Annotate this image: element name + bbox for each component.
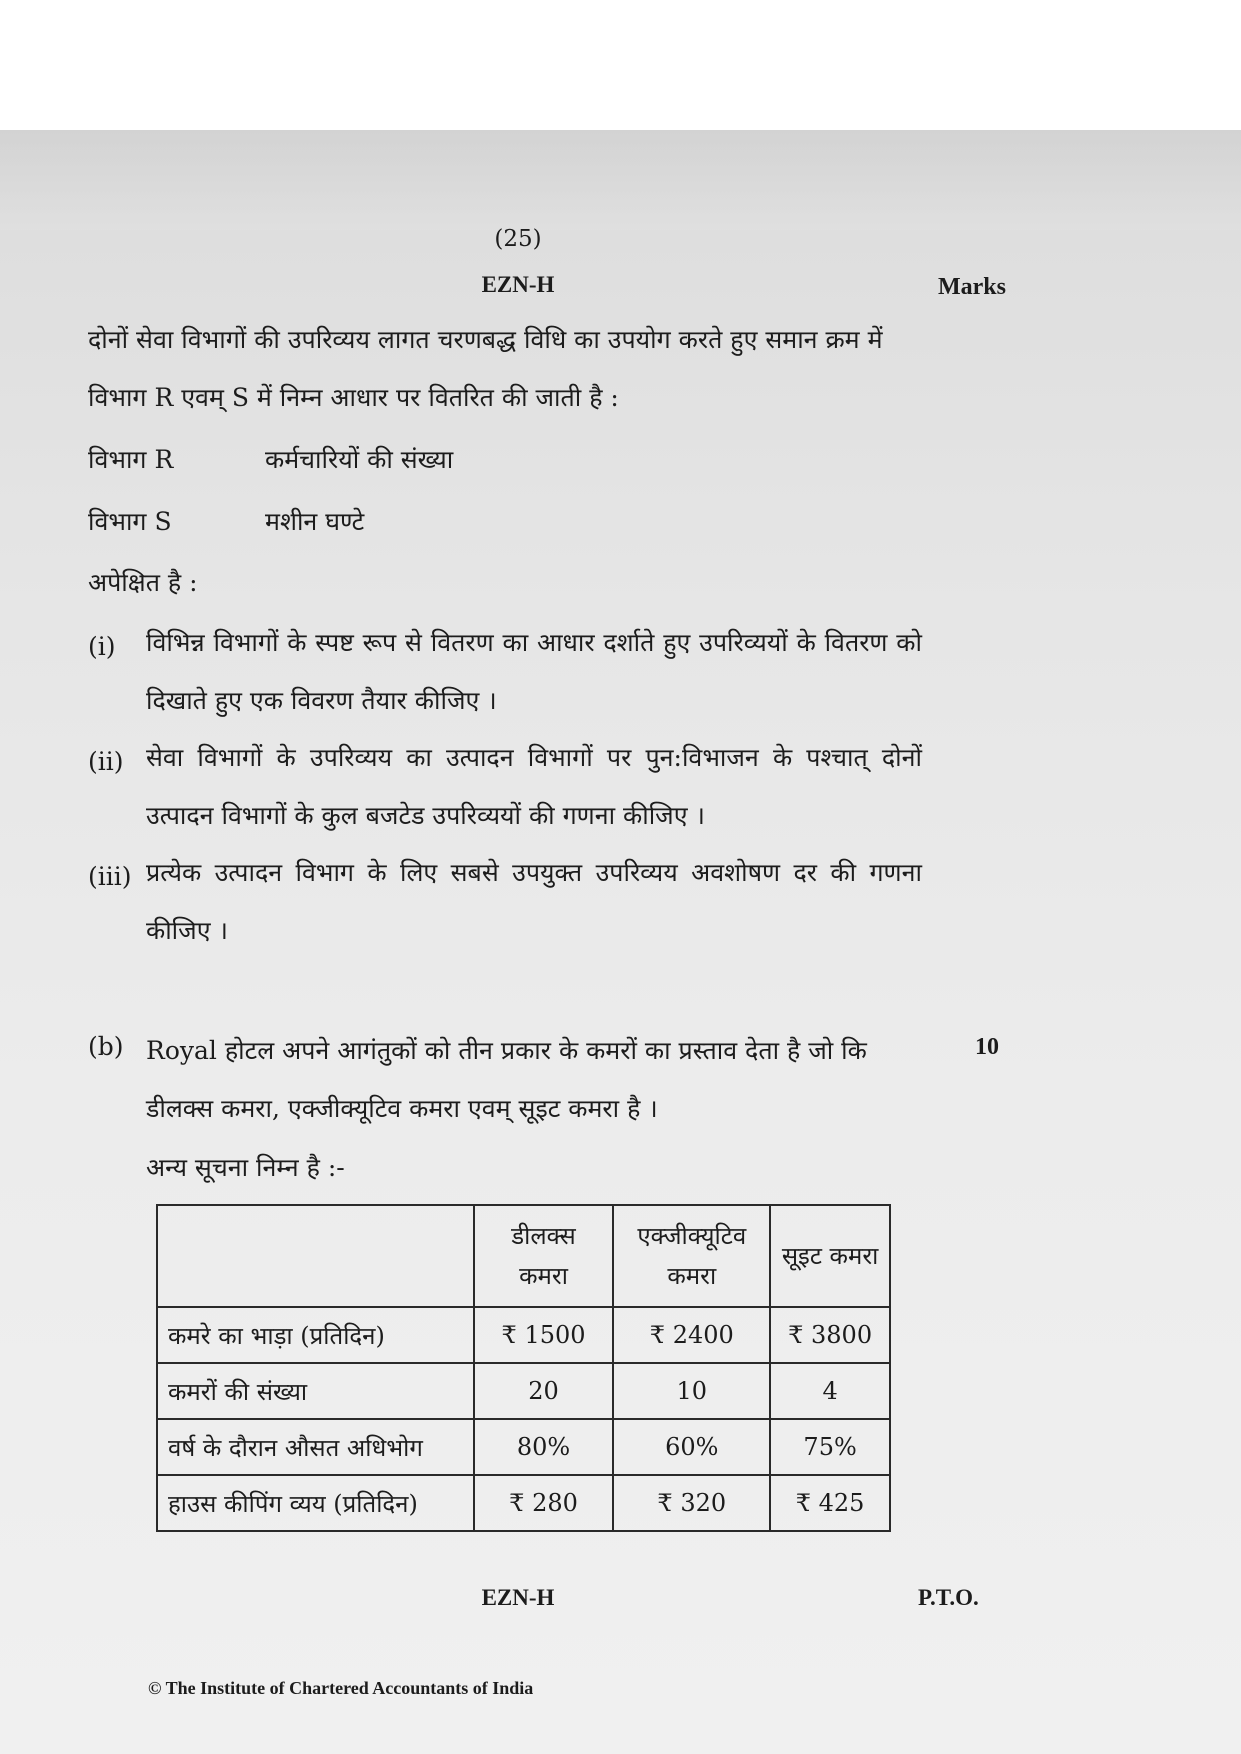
requirement-text-iii: प्रत्येक उत्पादन विभाग के लिए सबसे उपयुक्त उपरिव्यय अवशोषण दर की गणना कीजिए । [146,858,922,945]
requirement-label-ii: (ii) [88,747,124,776]
part-b-label: (b) [88,1032,124,1061]
table-header-row [157,1205,890,1307]
table-cell: 20 [474,1363,614,1419]
table-row [157,1419,890,1475]
table-cell: 10 [613,1363,770,1419]
row-label: वर्ष के दौरान औसत अधिभोग [157,1419,474,1475]
table-row [157,1363,890,1419]
row-label: हाउस कीपिंग व्यय (प्रतिदिन) [157,1475,474,1531]
table-cell: ₹ 2400 [613,1307,770,1363]
table-header-cell [157,1205,474,1307]
intro-paragraph: दोनों सेवा विभागों की उपरिव्यय लागत चरणबद्ध विधि का उपयोग करते हुए समान क्रम में विभाग R एवम् S में निम्न आधार पर वितरित की जाती है : [88,325,883,412]
row-label: कमरों की संख्या [157,1363,474,1419]
part-b-text: Royal होटल अपने आगंतुकों को तीन प्रकार के कमरों का प्रस्ताव देता है जो कि डीलक्स कमरा, एक्जीक्यूटिव कमरा एवम् सूइट कमरा है । [146,1036,867,1123]
requirement-text-i: विभिन्न विभागों के स्पष्ट रूप से वितरण का आधार दर्शाते हुए उपरिव्ययों के वितरण को दिखाते हुए एक विवरण तैयार कीजिए । [146,628,922,715]
required-label: अपेक्षित है : [88,568,198,597]
department-s-name: विभाग S [88,507,172,536]
table-cell: ₹ 3800 [770,1307,890,1363]
table-row [157,1475,890,1531]
table-cell: ₹ 425 [770,1475,890,1531]
marks-heading: Marks [938,274,1006,300]
requirement-text-ii: सेवा विभागों के उपरिव्यय का उत्पादन विभागों पर पुन:विभाजन के पश्चात् दोनों उत्पादन विभागों के कुल बजटेड उपरिव्ययों की गणना कीजिए । [146,743,922,830]
table-cell: 80% [474,1419,614,1475]
department-r-name: विभाग R [88,445,174,474]
table-header-cell: डीलक्स कमरा [474,1205,614,1307]
table-cell: 60% [613,1419,770,1475]
requirement-label-i: (i) [88,632,116,661]
department-s-basis: मशीन घण्टे [265,507,365,536]
table-cell: ₹ 280 [474,1475,614,1531]
room-info-table [156,1204,891,1532]
paper-code-footer: EZN-H [481,1585,555,1610]
copyright-notice: © The Institute of Chartered Accountants of India [148,1678,534,1698]
table-cell: ₹ 320 [613,1475,770,1531]
table-cell: 75% [770,1419,890,1475]
part-b-marks: 10 [975,1034,999,1060]
table-header-cell: सूइट कमरा [770,1205,890,1307]
table-cell: ₹ 1500 [474,1307,614,1363]
pto-label: P.T.O. [918,1585,979,1610]
paper-code-header: EZN-H [481,272,555,297]
table-row [157,1307,890,1363]
table-header-cell: एक्जीक्यूटिव कमरा [613,1205,770,1307]
page-number: (25) [494,226,542,252]
table-cell: 4 [770,1363,890,1419]
requirement-label-iii: (iii) [88,862,132,891]
department-r-basis: कर्मचारियों की संख्या [265,445,454,474]
row-label: कमरे का भाड़ा (प्रतिदिन) [157,1307,474,1363]
other-info-label: अन्य सूचना निम्न है :- [146,1153,345,1182]
